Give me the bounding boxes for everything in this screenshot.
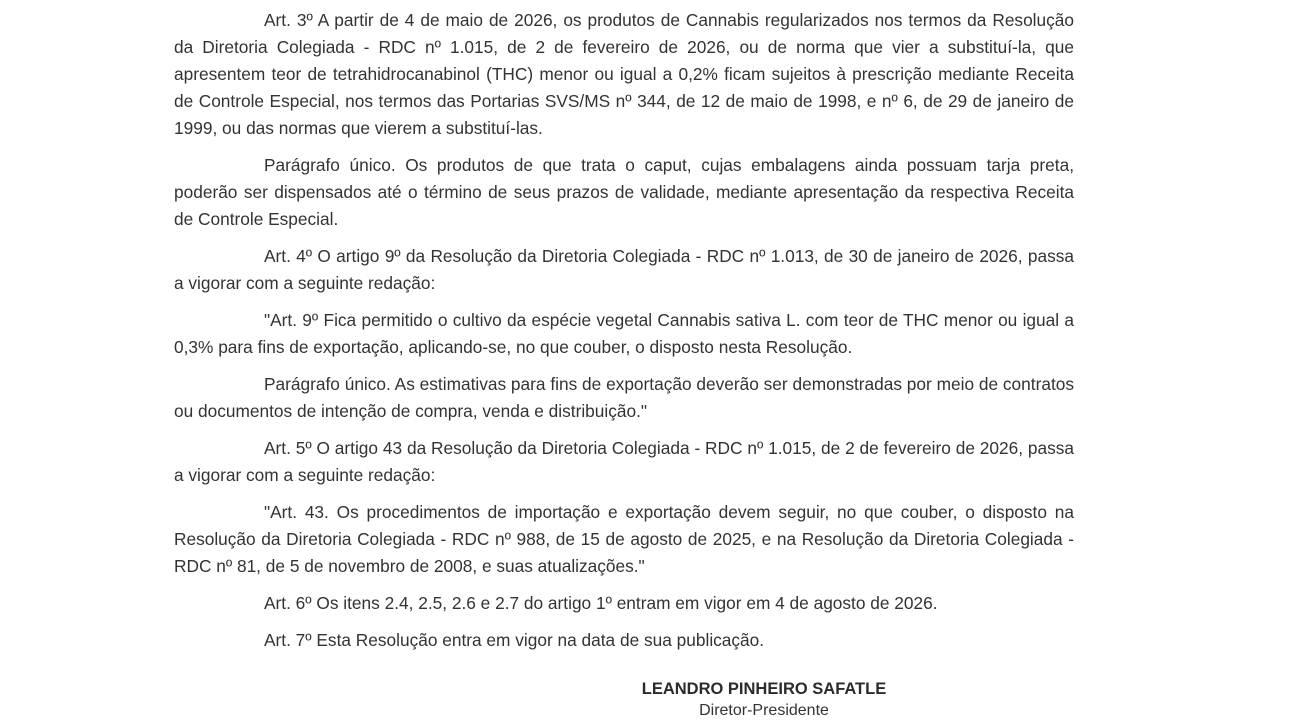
article-5: Art. 5º O artigo 43 da Resolução da Diretoria Colegiada - RDC nº 1.015, de 2 de fevereiro de 2026, passa a vigorar com a seguinte redação: xyxy=(174,438,1074,485)
quoted-article-9: "Art. 9º Fica permitido o cultivo da espécie vegetal Cannabis sativa L. com teor de THC menor ou igual a 0,3% para fins de exportação, aplicando-se, no que couber, o disposto nesta Resolução. xyxy=(174,310,1074,357)
quoted-article-43: "Art. 43. Os procedimentos de importação e exportação devem seguir, no que couber, o disposto na Resolução da Diretoria Colegiada - RDC nº 988, de 15 de agosto de 2025, e na Resolução da Diretoria Colegiada - RDC nº 81, de 5 de novembro de 2008, e suas atualizações." xyxy=(174,502,1074,576)
document-body xyxy=(174,7,1074,664)
article-6: Art. 6º Os itens 2.4, 2.5, 2.6 e 2.7 do artigo 1º entram em vigor em 4 de agosto de 2026. xyxy=(264,593,938,613)
quoted-article-9-single-paragraph: Parágrafo único. As estimativas para fins de exportação deverão ser demonstradas por meio de contratos ou documentos de intenção de compra, venda e distribuição." xyxy=(174,374,1074,421)
signature-block xyxy=(574,678,954,722)
article-7: Art. 7º Esta Resolução entra em vigor na data de sua publicação. xyxy=(264,630,765,650)
article-3: Art. 3º A partir de 4 de maio de 2026, os produtos de Cannabis regularizados nos termos da Resolução da Diretoria Colegiada - RDC nº 1.015, de 2 de fevereiro de 2026, ou de norma que vier a substituí-la, que apresentem teor de tetrahidrocanabinol (THC) menor ou igual a 0,2% ficam sujeitos à prescrição mediante Receita de Controle Especial, nos termos das Portarias SVS/MS nº 344, de 12 de maio de 1998, e nº 6, de 29 de janeiro de 1999, ou das normas que vierem a substituí-las. xyxy=(174,10,1074,138)
signatory-role: Diretor-Presidente xyxy=(699,702,829,719)
signatory-name: LEANDRO PINHEIRO SAFATLE xyxy=(641,680,887,698)
article-3-single-paragraph: Parágrafo único. Os produtos de que trata o caput, cujas embalagens ainda possuam tarja preta, poderão ser dispensados até o término de seus prazos de validade, mediante apresentação da respectiva Receita de Controle Especial. xyxy=(174,155,1074,229)
article-4: Art. 4º O artigo 9º da Resolução da Diretoria Colegiada - RDC nº 1.013, de 30 de janeiro de 2026, passa a vigorar com a seguinte redação: xyxy=(174,246,1074,293)
